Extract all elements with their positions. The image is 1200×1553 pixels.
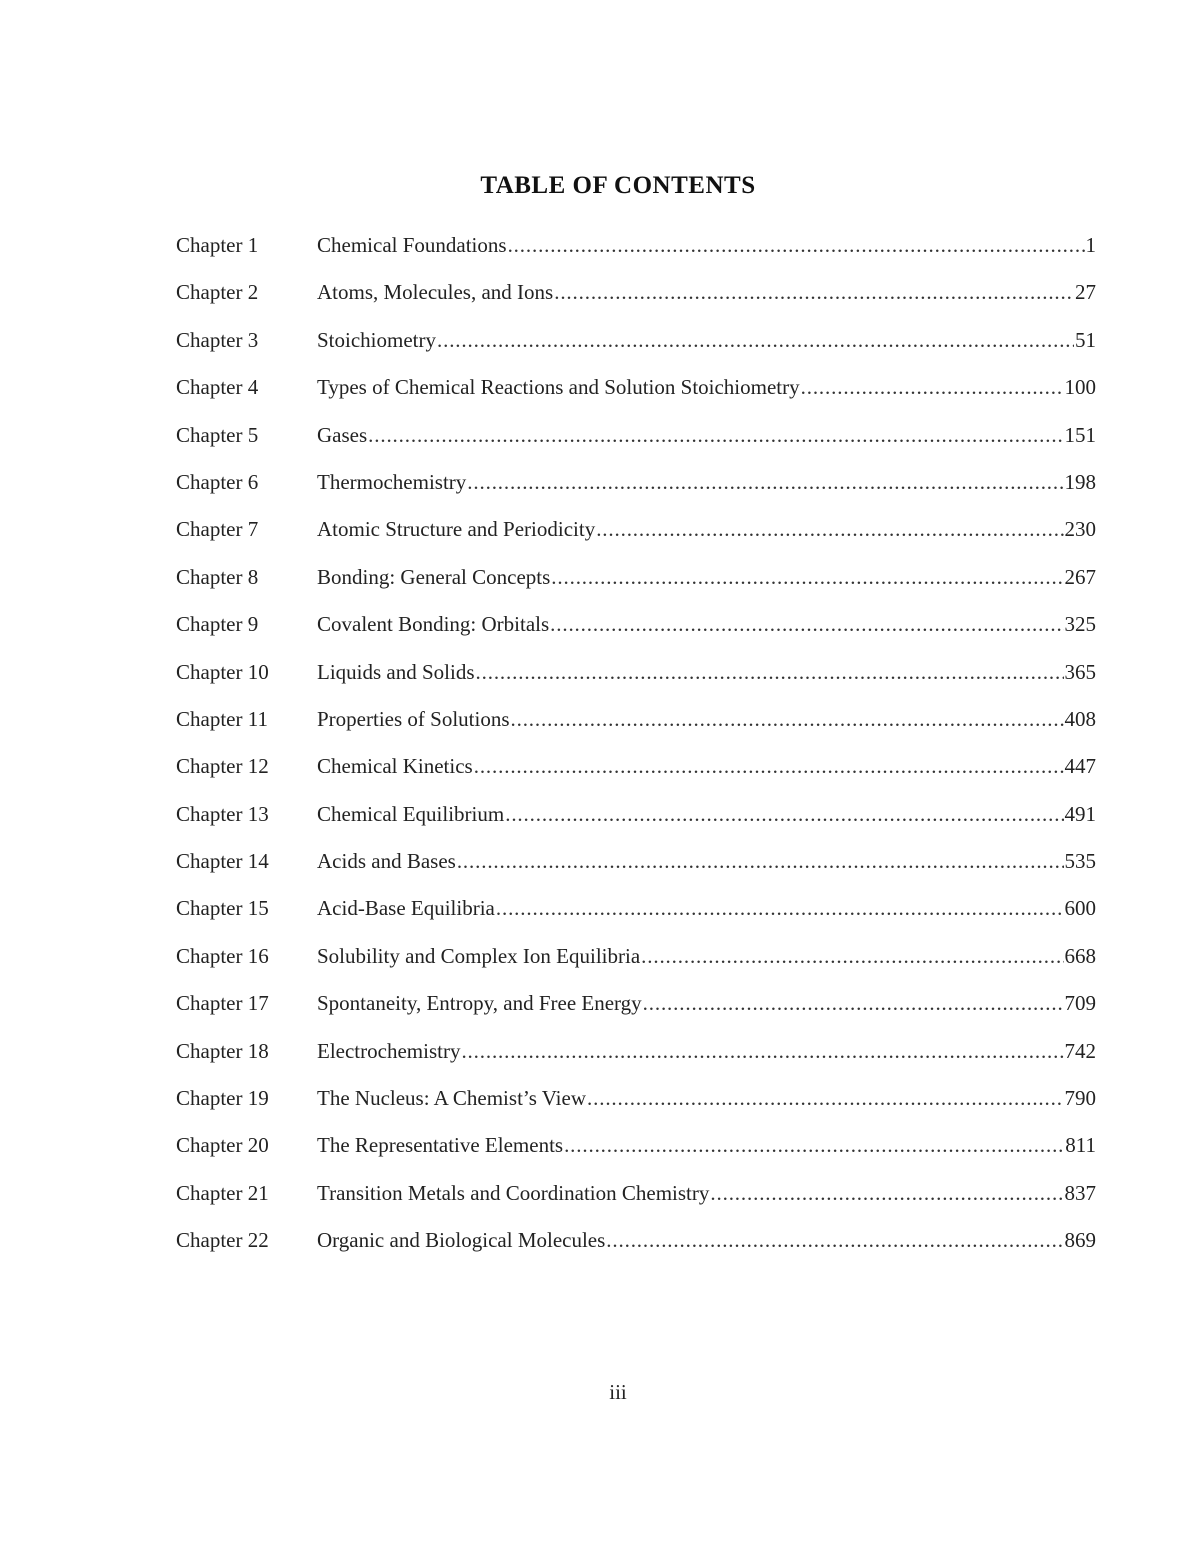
dot-leader bbox=[496, 889, 1064, 927]
toc-chapter-title: Bonding: General Concepts bbox=[317, 564, 551, 589]
toc-entry bbox=[317, 653, 1096, 691]
toc-chapter-title: Electrochemistry bbox=[317, 1038, 461, 1063]
toc-entry bbox=[317, 226, 1096, 264]
toc-chapter-label: Chapter 17 bbox=[176, 991, 269, 1016]
dot-leader bbox=[437, 321, 1074, 359]
toc-row bbox=[176, 1126, 1096, 1173]
toc-entry bbox=[317, 368, 1096, 406]
toc-entry bbox=[317, 321, 1096, 359]
dot-leader bbox=[641, 937, 1063, 975]
toc-page-number: 1 bbox=[1085, 233, 1096, 257]
toc-chapter-title: The Representative Elements bbox=[317, 1133, 564, 1158]
toc-row bbox=[176, 321, 1096, 368]
toc-page-number: 151 bbox=[1064, 422, 1096, 447]
toc-row bbox=[176, 937, 1096, 984]
toc-page-number: 790 bbox=[1064, 1086, 1096, 1111]
toc-row bbox=[176, 416, 1096, 463]
dot-leader bbox=[508, 226, 1085, 264]
toc-page-number: 230 bbox=[1064, 517, 1096, 542]
dot-leader bbox=[467, 463, 1063, 501]
dot-leader bbox=[554, 273, 1074, 311]
dot-leader bbox=[457, 842, 1064, 880]
toc-row bbox=[176, 510, 1096, 557]
toc-chapter-title: Acids and Bases bbox=[317, 849, 456, 874]
toc-row bbox=[176, 1079, 1096, 1126]
toc-entry bbox=[317, 1174, 1096, 1212]
toc-chapter-title: Transition Metals and Coordination Chemistry bbox=[317, 1180, 710, 1205]
toc-page-number: 100 bbox=[1064, 375, 1096, 400]
dot-leader bbox=[511, 700, 1064, 738]
toc-chapter-title: Chemical Foundations bbox=[317, 233, 507, 257]
dot-leader bbox=[564, 1126, 1064, 1164]
toc-page-number: 709 bbox=[1064, 991, 1096, 1016]
dot-leader bbox=[596, 510, 1063, 548]
dot-leader bbox=[643, 984, 1064, 1022]
toc-page-number: 267 bbox=[1064, 564, 1096, 589]
toc-row bbox=[176, 605, 1096, 652]
toc-entry bbox=[317, 558, 1096, 596]
toc-chapter-label: Chapter 21 bbox=[176, 1180, 269, 1205]
toc-chapter-label: Chapter 7 bbox=[176, 517, 259, 542]
toc-chapter-label: Chapter 6 bbox=[176, 469, 259, 494]
toc-chapter-title: Acid-Base Equilibria bbox=[317, 896, 495, 921]
toc-entry bbox=[317, 842, 1096, 880]
dot-leader bbox=[461, 1032, 1063, 1070]
toc-chapter-label: Chapter 12 bbox=[176, 754, 269, 779]
toc-page-number: 869 bbox=[1064, 1228, 1096, 1253]
toc-row bbox=[176, 747, 1096, 794]
page-number: iii bbox=[609, 1380, 627, 1404]
toc-entry bbox=[317, 510, 1096, 548]
toc-chapter-title: Organic and Biological Molecules bbox=[317, 1228, 606, 1253]
toc-chapter-title: Atomic Structure and Periodicity bbox=[317, 517, 596, 542]
dot-leader bbox=[368, 416, 1063, 454]
toc-entry bbox=[317, 1221, 1096, 1259]
toc-page-number: 365 bbox=[1064, 659, 1096, 684]
toc-chapter-label: Chapter 10 bbox=[176, 659, 269, 684]
dot-leader bbox=[505, 795, 1063, 833]
toc-chapter-title: Thermochemistry bbox=[317, 469, 467, 494]
dot-leader bbox=[474, 747, 1064, 785]
dot-leader bbox=[801, 368, 1064, 406]
toc-entry bbox=[317, 1079, 1096, 1117]
toc-chapter-title: Covalent Bonding: Orbitals bbox=[317, 612, 550, 637]
toc-page-number: 447 bbox=[1064, 754, 1096, 779]
toc-page-number: 600 bbox=[1064, 896, 1096, 921]
toc-chapter-label: Chapter 9 bbox=[176, 612, 259, 637]
toc-chapter-label: Chapter 18 bbox=[176, 1038, 269, 1063]
toc-page-number: 198 bbox=[1064, 469, 1096, 494]
dot-leader bbox=[587, 1079, 1063, 1117]
toc-entry bbox=[317, 889, 1096, 927]
toc-row bbox=[176, 558, 1096, 605]
toc-entry bbox=[317, 1032, 1096, 1070]
toc-entry bbox=[317, 605, 1096, 643]
toc-chapter-title: Liquids and Solids bbox=[317, 659, 475, 684]
toc-chapter-title: Stoichiometry bbox=[317, 327, 436, 352]
toc-page-number: 27 bbox=[1075, 280, 1096, 305]
toc-row bbox=[176, 984, 1096, 1031]
toc-entry bbox=[317, 700, 1096, 738]
dot-leader bbox=[550, 605, 1063, 643]
toc-row bbox=[176, 226, 1096, 273]
toc-row bbox=[176, 368, 1096, 415]
toc-page-number: 837 bbox=[1064, 1180, 1096, 1205]
toc-row bbox=[176, 273, 1096, 320]
toc-chapter-label: Chapter 8 bbox=[176, 564, 259, 589]
toc-row bbox=[176, 842, 1096, 889]
toc-chapter-label: Chapter 1 bbox=[176, 233, 259, 257]
dot-leader bbox=[476, 653, 1064, 691]
toc-page-number: 408 bbox=[1064, 706, 1096, 731]
toc-chapter-title: Properties of Solutions bbox=[317, 706, 510, 731]
toc-chapter-label: Chapter 2 bbox=[176, 280, 259, 305]
toc-row bbox=[176, 463, 1096, 510]
toc-chapter-title: Chemical Kinetics bbox=[317, 754, 473, 779]
toc-chapter-label: Chapter 20 bbox=[176, 1133, 269, 1158]
toc-row bbox=[176, 1174, 1096, 1221]
toc-page-number: 668 bbox=[1064, 943, 1096, 968]
toc-chapter-label: Chapter 5 bbox=[176, 422, 259, 447]
toc-row bbox=[176, 1221, 1096, 1268]
dot-leader bbox=[710, 1174, 1063, 1212]
toc-entry bbox=[317, 984, 1096, 1022]
toc-page-number: 811 bbox=[1065, 1133, 1096, 1158]
toc-entry bbox=[317, 273, 1096, 311]
toc-row bbox=[176, 889, 1096, 936]
toc-chapter-title: Types of Chemical Reactions and Solution Stoichiometry bbox=[317, 375, 800, 400]
toc-chapter-title: Chemical Equilibrium bbox=[317, 801, 505, 826]
toc-chapter-label: Chapter 15 bbox=[176, 896, 269, 921]
toc-chapter-label: Chapter 3 bbox=[176, 327, 259, 352]
toc-entry bbox=[317, 937, 1096, 975]
toc-chapter-label: Chapter 16 bbox=[176, 943, 269, 968]
toc-chapter-label: Chapter 11 bbox=[176, 706, 268, 731]
toc-row bbox=[176, 1032, 1096, 1079]
toc-page-number: 535 bbox=[1064, 849, 1096, 874]
toc-row bbox=[176, 653, 1096, 700]
toc-chapter-title: The Nucleus: A Chemist’s View bbox=[317, 1086, 587, 1111]
toc-row bbox=[176, 700, 1096, 747]
toc-page-number: 491 bbox=[1064, 801, 1096, 826]
toc-chapter-label: Chapter 13 bbox=[176, 801, 269, 826]
toc-entry bbox=[317, 1126, 1096, 1164]
toc-row bbox=[176, 795, 1096, 842]
toc-chapter-title: Gases bbox=[317, 422, 368, 447]
toc-chapter-label: Chapter 22 bbox=[176, 1228, 269, 1253]
toc-entry bbox=[317, 795, 1096, 833]
toc-chapter-label: Chapter 14 bbox=[176, 849, 269, 874]
toc-entry bbox=[317, 416, 1096, 454]
toc-page-number: 325 bbox=[1064, 612, 1096, 637]
table-of-contents bbox=[176, 226, 1096, 1269]
toc-chapter-title: Solubility and Complex Ion Equilibria bbox=[317, 943, 641, 968]
toc-entry bbox=[317, 463, 1096, 501]
page-title: TABLE OF CONTENTS bbox=[480, 172, 756, 199]
toc-chapter-label: Chapter 4 bbox=[176, 375, 259, 400]
toc-chapter-label: Chapter 19 bbox=[176, 1086, 269, 1111]
toc-entry bbox=[317, 747, 1096, 785]
toc-page-number: 742 bbox=[1064, 1038, 1096, 1063]
dot-leader bbox=[606, 1221, 1063, 1259]
toc-page-number: 51 bbox=[1075, 327, 1096, 352]
dot-leader bbox=[551, 558, 1063, 596]
toc-chapter-title: Spontaneity, Entropy, and Free Energy bbox=[317, 991, 642, 1016]
toc-chapter-title: Atoms, Molecules, and Ions bbox=[317, 280, 554, 305]
